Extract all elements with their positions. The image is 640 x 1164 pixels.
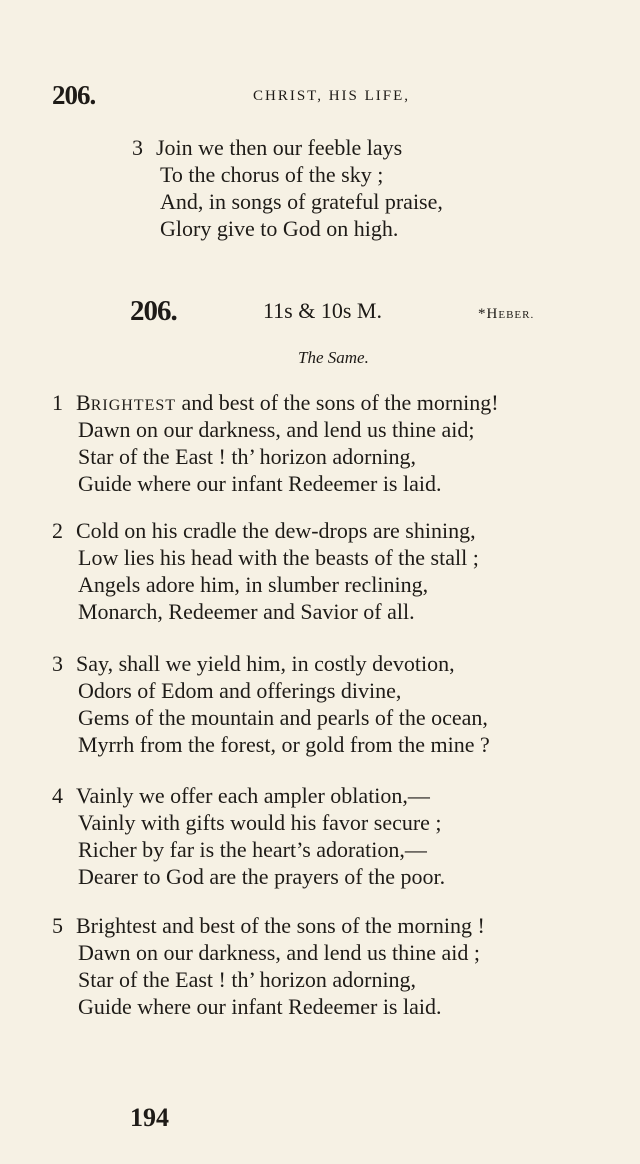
hymn-number: 206.: [130, 295, 177, 327]
stanza-5-line-4: Guide where our infant Redeemer is laid.: [78, 994, 442, 1019]
stanza-number: 2: [52, 518, 63, 543]
author-initial: *H: [478, 306, 499, 322]
stanza-line: Brightest and best of the sons of the morning !: [76, 913, 485, 938]
stanza-1-line-1: [52, 389, 499, 419]
stanza-4-line-4: Dearer to God are the prayers of the poor.: [78, 864, 446, 889]
hymn-meter: 11s & 10s M.: [263, 298, 382, 323]
stanza-2-line-4: Monarch, Redeemer and Savior of all.: [78, 599, 415, 624]
stanza-3-line-1: [52, 650, 455, 677]
stanza-number: 4: [52, 783, 63, 808]
stanza-line: Say, shall we yield him, in costly devotion,: [76, 651, 455, 676]
stanza-number: 3: [52, 651, 63, 676]
stanza-4-line-1: [52, 782, 430, 809]
stanza-2-line-2: Low lies his head with the beasts of the stall ;: [78, 545, 479, 570]
stanza-5-line-2: Dawn on our darkness, and lend us thine aid ;: [78, 940, 481, 965]
running-page-number: 206.: [52, 80, 96, 110]
previous-stanza-line-4: Glory give to God on high.: [160, 216, 399, 241]
stanza-5-line-1: [52, 912, 485, 939]
previous-stanza-line-2: To the chorus of the sky ;: [160, 162, 384, 187]
previous-stanza-line-1: [132, 134, 402, 161]
stanza-1-line-3: Star of the East ! th’ horizon adorning,: [78, 444, 417, 469]
first-word-initial: B: [76, 390, 91, 415]
stanza-number: 1: [52, 390, 63, 415]
hymn-title: The Same.: [298, 348, 369, 367]
stanza-4-line-2: Vainly with gifts would his favor secure ;: [78, 810, 442, 835]
stanza-5-line-3: Star of the East ! th’ horizon adorning,: [78, 967, 417, 992]
first-word-rest: RIGHTEST: [90, 397, 177, 414]
stanza-number: 5: [52, 913, 63, 938]
stanza-4-line-3: Richer by far is the heart’s adoration,—: [78, 837, 427, 862]
stanza-line: Join we then our feeble lays: [156, 135, 403, 160]
stanza-3-line-4: Myrrh from the forest, or gold from the mine ?: [78, 732, 490, 757]
stanza-1-line-4: Guide where our infant Redeemer is laid.: [78, 471, 442, 496]
stanza-3-line-2: Odors of Edom and offerings divine,: [78, 678, 402, 703]
previous-stanza-line-3: And, in songs of grateful praise,: [160, 189, 443, 214]
stanza-2-line-1: [52, 517, 476, 544]
first-line-rest: and best of the sons of the morning!: [176, 390, 499, 415]
hymn-author: [478, 306, 534, 323]
running-title: CHRIST, HIS LIFE,: [253, 88, 411, 104]
stanza-number: 3: [132, 135, 143, 160]
author-rest: EBER.: [498, 309, 535, 321]
stanza-3-line-3: Gems of the mountain and pearls of the ocean,: [78, 705, 488, 730]
folio-number: 194: [130, 1103, 169, 1132]
stanza-line: Vainly we offer each ampler oblation,—: [76, 783, 430, 808]
stanza-2-line-3: Angels adore him, in slumber reclining,: [78, 572, 429, 597]
stanza-1-line-2: Dawn on our darkness, and lend us thine aid;: [78, 417, 475, 442]
stanza-line: Cold on his cradle the dew-drops are shining,: [76, 518, 476, 543]
